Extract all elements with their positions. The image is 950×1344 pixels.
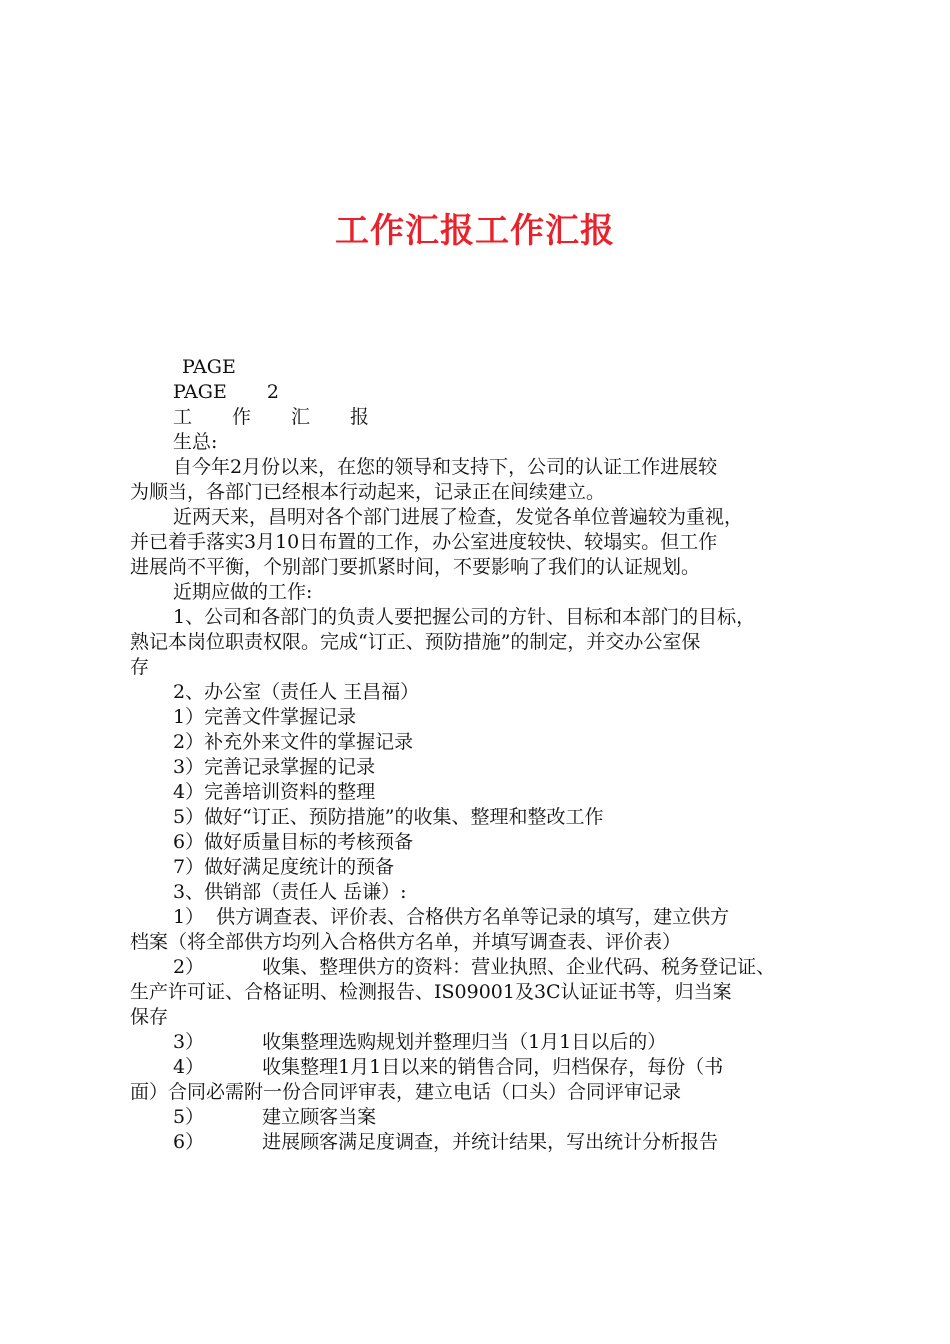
page-number-line — [130, 380, 830, 405]
item-1-line: 存 — [130, 656, 150, 678]
page-field-text: PAGE — [173, 381, 227, 403]
item-3-sub-5-line — [130, 1105, 830, 1130]
item-3-sub-4-line: 面）合同必需附一份合同评审表，建立电话（口头）合同评审记录 — [130, 1081, 682, 1103]
page-number: 2 — [266, 381, 279, 403]
paragraph-1-line: 自今年2月份以来，在您的领导和支持下，公司的认证工作进展较 — [173, 456, 718, 478]
document-body — [130, 355, 830, 1155]
item-2-subitem: 3）完善记录掌握的记录 — [173, 756, 376, 778]
item-3-sub-2-line: 生产许可证、合格证明、检测报告、IS09001及3C认证证书等，归当案 — [130, 981, 732, 1003]
item-2-subitem: 4）完善培训资料的整理 — [173, 781, 376, 803]
item-2-subitem: 7）做好满足度统计的预备 — [173, 856, 395, 878]
page-field-line — [130, 355, 830, 380]
item-2-subitem: 2）补充外来文件的掌握记录 — [173, 731, 414, 753]
heading-char: 报 — [350, 406, 370, 428]
item-2-title: 2、办公室（责任人 王昌福） — [173, 681, 420, 703]
item-3-title: 3、供销部（责任人 岳谦）: — [173, 881, 407, 903]
item-3-sub-6-line — [130, 1130, 830, 1155]
item-3-sub-1-line — [130, 905, 830, 930]
paragraph-2-line: 近两天来，昌明对各个部门进展了检查，发觉各单位普遍较为重视， — [173, 506, 744, 528]
paragraph-2-line: 并已着手落实3月10日布置的工作，办公室进度较快、较塌实。但工作 — [130, 531, 718, 553]
item-3-sub-2-line — [130, 955, 830, 980]
sub-text: 收集整理选购规划并整理归当（1月1日以后的） — [262, 1031, 667, 1053]
sub-text: 收集整理1月1日以来的销售合同，归档保存，每份（书 — [262, 1056, 724, 1078]
sub-number: 3） — [173, 1031, 205, 1053]
sub-text: 收集、整理供方的资料：营业执照、企业代码、税务登记证、 — [262, 956, 776, 978]
heading-char: 作 — [232, 406, 252, 428]
sub-number: 2） — [173, 956, 205, 978]
heading-char: 工 — [173, 406, 193, 428]
item-2-subitem: 1）完善文件掌握记录 — [173, 706, 357, 728]
item-1-line: 1、公司和各部门的负责人要把握公司的方针、目标和本部门的目标， — [173, 606, 756, 628]
item-2-subitem: 6）做好质量目标的考核预备 — [173, 831, 414, 853]
heading-char: 汇 — [291, 406, 311, 428]
item-2-subitem: 5）做好“订正、预防措施”的收集、整理和整改工作 — [173, 806, 604, 828]
item-3-sub-1-line: 档案（将全部供方均列入合格供方名单，并填写调查表、评价表） — [130, 931, 682, 953]
item-3-sub-2-line: 保存 — [130, 1006, 169, 1028]
document-title: 工作汇报工作汇报 — [335, 211, 615, 251]
sub-text: 建立顾客当案 — [262, 1106, 377, 1128]
sub-text: 进展顾客满足度调查，并统计结果，写出统计分析报告 — [262, 1131, 719, 1153]
item-3-sub-4-line — [130, 1055, 830, 1080]
sub-number: 5） — [173, 1106, 205, 1128]
summary-label: 生总: — [173, 431, 218, 453]
sub-number: 1） — [173, 906, 205, 928]
item-1-line: 熟记本岗位职责权限。完成“订正、预防措施”的制定，并交办公室保 — [130, 631, 701, 653]
sub-text: 供方调查表、评价表、合格供方名单等记录的填写，建立供方 — [216, 906, 730, 928]
spaced-heading — [130, 405, 830, 430]
recent-work-label: 近期应做的工作: — [173, 581, 313, 603]
item-3-sub-3-line — [130, 1030, 830, 1055]
paragraph-1-line: 为顺当，各部门已经根本行动起来，记录正在间续建立。 — [130, 481, 606, 503]
paragraph-2-line: 进展尚不平衡，个别部门要抓紧时间，不要影响了我们的认证规划。 — [130, 556, 701, 578]
page-field-text: PAGE — [182, 356, 236, 378]
sub-number: 6） — [173, 1131, 205, 1153]
sub-number: 4） — [173, 1056, 205, 1078]
